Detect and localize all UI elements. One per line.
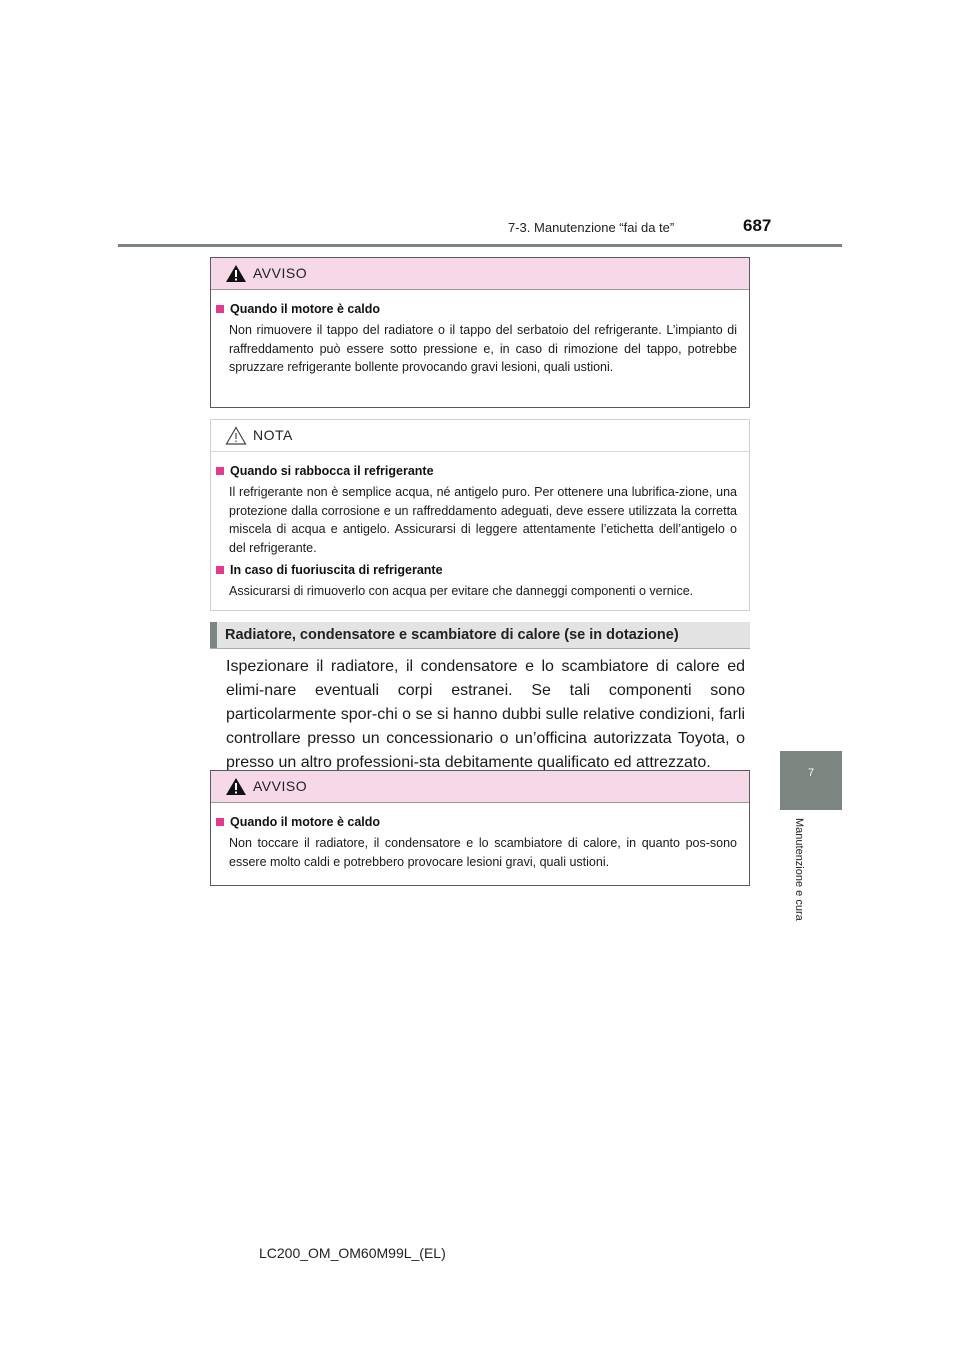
section-heading-title: Radiatore, condensatore e scambiatore di calore (se in dotazione) <box>225 627 679 643</box>
warning-triangle-icon <box>225 264 247 283</box>
body-paragraph: Ispezionare il radiatore, il condensatore e lo scambiatore di calore ed elimi-nare eventuali corpi estranei. Se tali componenti sono particolarmente spor-chi o se si hanno dubbi sulle relative condizioni, farli controllare presso un concessionario o un’officina autorizzata Toyota, o presso un altro professioni-sta debitamente qualificato ed attrezzato. <box>226 658 745 771</box>
warning-box-header <box>211 771 749 803</box>
note-box-body <box>211 452 749 621</box>
note-box-title: NOTA <box>253 427 293 443</box>
running-header-section: 7-3. Manutenzione “fai da te” <box>508 220 675 235</box>
note-triangle-icon <box>225 426 247 445</box>
note-box-header <box>211 420 749 452</box>
square-bullet-icon <box>216 818 224 826</box>
chapter-tab <box>780 751 842 810</box>
note-item-title: In caso di fuoriuscita di refrigerante <box>216 563 737 577</box>
chapter-tab-number: 7 <box>807 767 815 779</box>
warning-box-title: AVVISO <box>253 265 308 281</box>
warning-item-text: Non rimuovere il tappo del radiatore o il tappo del serbatoio del refrigerante. L’impianto di raffreddamento può essere sotto pressione e, in caso di rimozione del tappo, potrebbe spruzzare refrigerante bollente provocando gravi lesioni, quali ustioni. <box>229 323 737 374</box>
warning-box-1 <box>210 257 750 408</box>
footer-code: LC200_OM_OM60M99L_(EL) <box>259 1245 446 1261</box>
note-item-text: Assicurarsi di rimuoverlo con acqua per evitare che danneggi componenti o vernice. <box>229 584 694 598</box>
warning-item-text: Non toccare il radiatore, il condensatore e lo scambiatore di calore, in quanto pos-sono essere molto caldi e potrebbero provocare lesioni gravi, quali ustioni. <box>229 836 737 869</box>
page-number: 687 <box>743 216 772 235</box>
warning-item-title: Quando il motore è caldo <box>216 302 737 316</box>
section-heading-accent <box>210 622 217 648</box>
note-box <box>210 419 750 611</box>
note-item-title: Quando si rabbocca il refrigerante <box>216 464 737 478</box>
chapter-tab-label: Manutenzione e cura <box>793 818 805 921</box>
warning-box-header <box>211 258 749 290</box>
warning-box-2 <box>210 770 750 886</box>
warning-box-body <box>211 803 749 891</box>
warning-box-body <box>211 290 749 397</box>
warning-box-title: AVVISO <box>253 778 308 794</box>
warning-item-title: Quando il motore è caldo <box>216 815 737 829</box>
square-bullet-icon <box>216 467 224 475</box>
note-item-text: Il refrigerante non è semplice acqua, né antigelo puro. Per ottenere una lubrifica-zione, una protezione dalla corrosione e un raffreddamento adeguati, deve essere utilizzata la corretta miscela di acqua e antigelo. Assicurarsi di leggere attentamente l’etichetta dell’antigelo o del refrigerante. <box>229 485 737 555</box>
square-bullet-icon <box>216 566 224 574</box>
section-heading <box>210 622 750 649</box>
square-bullet-icon <box>216 305 224 313</box>
warning-triangle-icon <box>225 777 247 796</box>
header-rule <box>118 244 842 247</box>
